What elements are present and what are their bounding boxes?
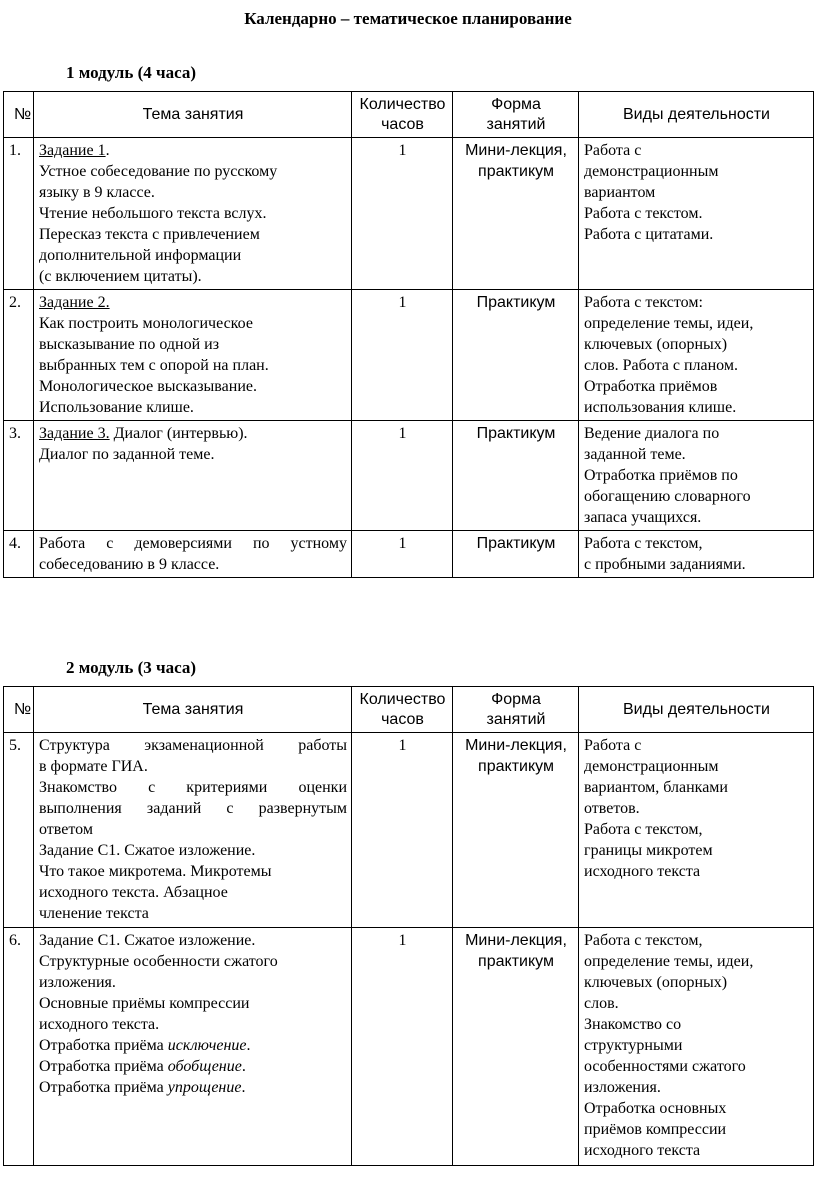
header-topic: Тема занятия	[34, 687, 352, 733]
module-1-title: 1 модуль (4 часа)	[66, 63, 196, 82]
module-1-table	[3, 91, 814, 578]
row-number: 5.	[4, 733, 34, 928]
module-2-table	[3, 686, 814, 1166]
table-header-row	[4, 92, 814, 138]
header-hours: Количество часов	[352, 92, 453, 138]
header-activities: Виды деятельности	[579, 92, 814, 138]
header-hours: Количество часов	[352, 687, 453, 733]
row-hours: 1	[352, 733, 453, 928]
row-number: 6.	[4, 928, 34, 1166]
table-row	[4, 733, 814, 928]
row-topic: Работа с демоверсиями по устному собеседованию в 9 классе.	[34, 531, 352, 578]
table-header-row	[4, 687, 814, 733]
row-form: Практикум	[453, 421, 579, 531]
table-row	[4, 928, 814, 1166]
table-row	[4, 421, 814, 531]
header-num: №	[4, 92, 34, 138]
row-number: 2.	[4, 290, 34, 421]
row-number: 1.	[4, 138, 34, 290]
row-activities: Работа с демонстрационным вариантом, бланками ответов. Работа с текстом, границы микротем исходного текста	[579, 733, 814, 928]
row-topic: Задание 3. Диалог (интервью). Диалог по заданной теме.	[34, 421, 352, 531]
row-hours: 1	[352, 531, 453, 578]
row-hours: 1	[352, 928, 453, 1166]
row-topic: Задание 1. Устное собеседование по русскому языку в 9 классе. Чтение небольшого текста вслух. Пересказ текста с привлечением дополнительной информации (с включением цитаты).	[34, 138, 352, 290]
header-activities: Виды деятельности	[579, 687, 814, 733]
row-form: Мини-лекция, практикум	[453, 138, 579, 290]
row-form: Мини-лекция, практикум	[453, 928, 579, 1166]
row-hours: 1	[352, 290, 453, 421]
row-hours: 1	[352, 138, 453, 290]
table-row	[4, 531, 814, 578]
row-activities: Работа с текстом, с пробными заданиями.	[579, 531, 814, 578]
table-row	[4, 138, 814, 290]
row-activities: Работа с текстом, определение темы, идеи, ключевых (опорных) слов. Знакомство со структурными особенностями сжатого изложения. Отработка основных приёмов компрессии исходного текста	[579, 928, 814, 1166]
row-topic: Задание 2. Как построить монологическое высказывание по одной из выбранных тем с опорой на план. Монологическое высказывание. Использование клише.	[34, 290, 352, 421]
header-num: №	[4, 687, 34, 733]
header-topic: Тема занятия	[34, 92, 352, 138]
row-hours: 1	[352, 421, 453, 531]
module-2-title: 2 модуль (3 часа)	[66, 658, 196, 677]
row-number: 4.	[4, 531, 34, 578]
row-number: 3.	[4, 421, 34, 531]
row-activities: Работа с демонстрационным вариантом Работа с текстом. Работа с цитатами.	[579, 138, 814, 290]
header-form: Форма занятий	[453, 92, 579, 138]
table-row	[4, 290, 814, 421]
row-form: Практикум	[453, 531, 579, 578]
page-title: Календарно – тематическое планирование	[244, 9, 572, 28]
row-topic: Задание С1. Сжатое изложение. Структурные особенности сжатого изложения. Основные приёмы компрессии исходного текста. Отработка приёма исключение. Отработка приёма обобщение. Отработка приёма упрощение.	[34, 928, 352, 1166]
row-topic: Структура экзаменационной работы в формате ГИА. Знакомство с критериями оценки выполнения заданий с развернутым ответом Задание С1. Сжатое изложение. Что такое микротема. Микротемы исходного текста. Абзацное членение текста	[34, 733, 352, 928]
row-form: Мини-лекция, практикум	[453, 733, 579, 928]
row-form: Практикум	[453, 290, 579, 421]
header-form: Форма занятий	[453, 687, 579, 733]
row-activities: Ведение диалога по заданной теме. Отработка приёмов по обогащению словарного запаса учащихся.	[579, 421, 814, 531]
row-activities: Работа с текстом: определение темы, идеи, ключевых (опорных) слов. Работа с планом. Отработка приёмов использования клише.	[579, 290, 814, 421]
